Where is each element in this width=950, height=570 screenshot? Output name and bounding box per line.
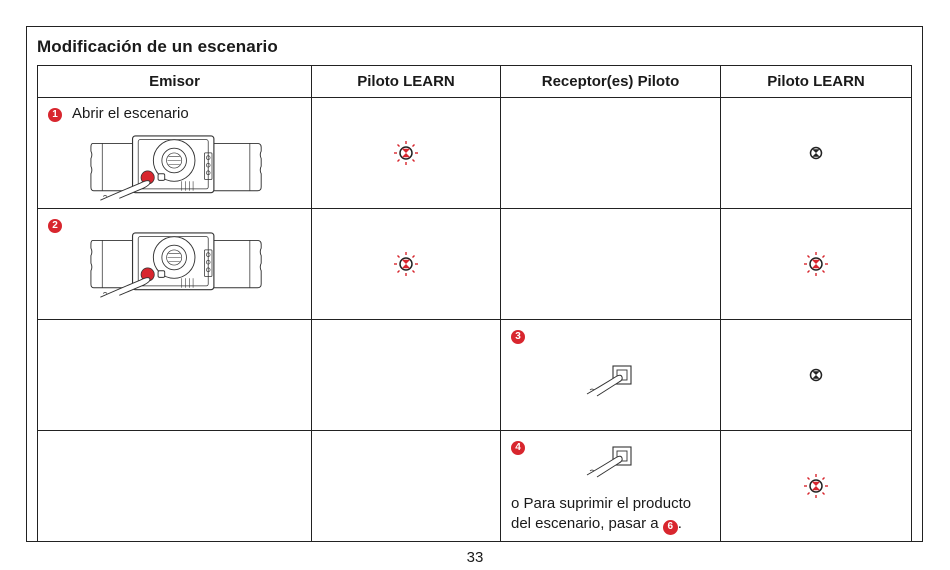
page-number: 33 bbox=[466, 549, 484, 566]
note-end: . bbox=[677, 515, 682, 532]
press-button-icon bbox=[585, 445, 635, 479]
step-badge: 2 bbox=[48, 219, 62, 233]
off-led-icon bbox=[808, 145, 824, 161]
note-line-2: del escenario, pasar a bbox=[511, 515, 663, 532]
emisor-cell bbox=[38, 209, 312, 320]
receptor-cell bbox=[501, 209, 721, 320]
header-emisor: Emisor bbox=[38, 66, 312, 98]
emisor-cell bbox=[38, 431, 312, 542]
note-line-1: o Para suprimir el producto bbox=[511, 495, 692, 512]
step-badge: 4 bbox=[511, 441, 525, 455]
blinking-red-led-icon bbox=[801, 471, 831, 501]
learn-cell bbox=[721, 320, 912, 431]
step-badge: 1 bbox=[48, 108, 62, 122]
blinking-red-led-icon bbox=[391, 249, 421, 279]
table-row bbox=[38, 98, 912, 209]
blinking-red-led-icon bbox=[801, 249, 831, 279]
learn-cell bbox=[721, 431, 912, 542]
scenario-table bbox=[37, 65, 912, 542]
step-badge: 3 bbox=[511, 330, 525, 344]
press-button-icon bbox=[585, 364, 635, 398]
table-row bbox=[38, 431, 912, 542]
transmitter-device-icon bbox=[84, 134, 270, 204]
page-title: Modificación de un escenario bbox=[37, 37, 278, 56]
step-text: Abrir el escenario bbox=[72, 105, 189, 122]
learn-cell bbox=[312, 431, 501, 542]
table-row bbox=[38, 320, 912, 431]
learn-cell bbox=[721, 209, 912, 320]
receptor-cell bbox=[501, 320, 721, 431]
header-receptor: Receptor(es) Piloto bbox=[501, 66, 721, 98]
table-row bbox=[38, 209, 912, 320]
blinking-red-led-icon bbox=[391, 138, 421, 168]
header-piloto-learn-2: Piloto LEARN bbox=[721, 66, 912, 98]
emisor-cell bbox=[38, 320, 312, 431]
emisor-cell bbox=[38, 98, 312, 209]
receptor-cell bbox=[501, 431, 721, 542]
learn-cell bbox=[312, 320, 501, 431]
learn-cell bbox=[312, 98, 501, 209]
learn-cell bbox=[312, 209, 501, 320]
receptor-cell bbox=[501, 98, 721, 209]
learn-cell bbox=[721, 98, 912, 209]
step-badge: 6 bbox=[663, 520, 678, 535]
transmitter-device-icon bbox=[84, 231, 270, 301]
off-led-icon bbox=[808, 367, 824, 383]
header-piloto-learn: Piloto LEARN bbox=[312, 66, 501, 98]
instruction-note bbox=[511, 494, 691, 535]
header-row bbox=[38, 66, 912, 98]
